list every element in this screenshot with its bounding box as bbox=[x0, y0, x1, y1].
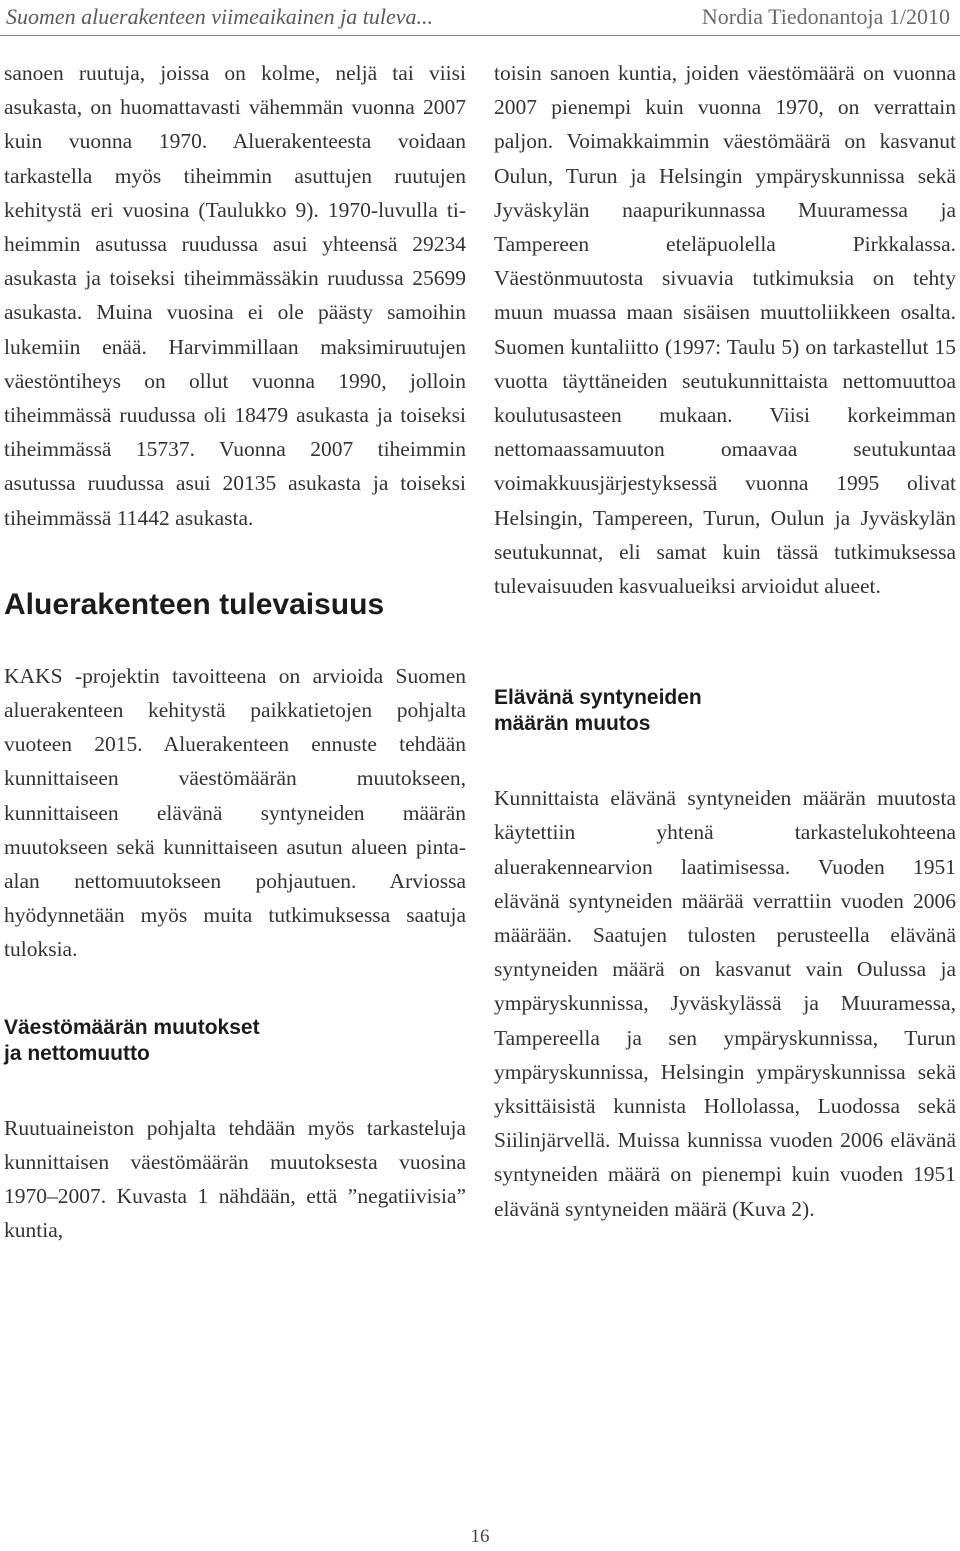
left-column bbox=[4, 56, 466, 1247]
running-header bbox=[0, 0, 960, 36]
paragraph-municipal-change: Ruutuaineiston pohjalta tehdään myös tarkasteluja kunnittaisen väestömäärän muutoksesta vuosina 1970–2007. Kuvasta 1 nähdään, että ”negatiivisia” kuntia, bbox=[4, 1115, 466, 1243]
right-column bbox=[494, 56, 956, 1226]
subheading-line-1: Elävänä syntyneiden bbox=[494, 686, 702, 710]
header-publication: Nordia Tiedonantoja 1/2010 bbox=[701, 4, 950, 29]
subheading-line-2: määrän muutos bbox=[494, 712, 651, 736]
paragraph-kaks-project: KAKS -projektin tavoitteena on arvioida Suomen aluerakenteen kehitystä paikkatietojen pohjalta vuoteen 2015. Aluerakenteen ennuste tehdään kunnittaiseen väestömäärän muutokseen, kunnittaiseen elävänä syntyneiden määrän muutokseen sekä kunnittaiseen asutun alueen pinta-alan nettomuutokseen pohjautuen. Arviossa hyödynnetään myös muita tutkimuksessa saatuja tuloksia. bbox=[4, 663, 466, 962]
paragraph-births-comparison: Kunnittaista elävänä syntyneiden määrän muutosta käytettiin yhtenä tarkastelukohteena aluerakennearvion laatimisessa. Vuoden 1951 elävänä syntyneiden määrää verrattiin vuoden 2006 määrään. Saatujen tulosten perusteella elävänä syntyneiden määrä on kasvanut vain Oulussa ja ympäryskunnissa, Jyväskylässä ja Muuramessa, Tampereella ja sen ympäryskunnissa, Turun ympäryskunnissa, Helsingin ympäryskunnissa sekä yksittäisistä kunnista Hollolassa, Luodossa sekä Siilinjärvellä. Muissa kunnissa vuoden 2006 elävänä syntyneiden määrä on pienempi kuin vuoden 1951 elävänä syntyneiden määrä (Kuva 2). bbox=[494, 786, 956, 1221]
section-heading-future: Aluerakenteen tulevaisuus bbox=[4, 587, 385, 621]
subheading-population-change bbox=[4, 1015, 466, 1067]
paragraph-negative-municipalities: toisin sanoen kuntia, joiden väestömäärä on vuonna 2007 pienempi kuin vuonna 1970, on verrattain paljon. Voimakkaimmin väestömäärä on kasvanut Oulun, Turun ja Helsingin ympäryskunnissa sekä Jyväskylän naapurikunnassa Muuramessa ja Tampereen eteläpuolella Pirkkalassa. Väestönmuutosta sivuavia tutkimuksia on tehty muun muassa maan sisäisen muuttoliikkeen osalta. Suomen kuntaliitto (1997: Taulu 5) on tarkastellut 15 vuotta täyttäneiden seutukunnittaista nettomuuttoa koulutusasteen mukaan. Viisi korkeimman nettomaassamuuton omaavaa seutukuntaa voimakkuusjärjestyksessä vuonna 1995 olivat Helsingin, Tampereen, Turun, Oulun ja Jyväskylän seutukunnat, eli samat kuin tässä tutkimuksessa tulevaisuuden kasvualueiksi arvioidut alueet. bbox=[494, 61, 956, 599]
paragraph-grid-densities: sanoen ruutuja, joissa on kolme, neljä tai viisi asukasta, on huomattavasti vähemmän vuonna 2007 kuin vuonna 1970. Aluerakenteesta voidaan tarkastella myös tiheimmin asuttujen ruutujen kehitystä eri vuosina (Taulukko 9). 1970-luvulla tiheimmin asutussa ruudussa asui yhteensä 29234 asukasta ja toiseksi tiheimmässäkin ruudussa 25699 asukasta. Muina vuosina ei ole päästy samoihin lukemiin enää. Harvimmillaan maksimiruutujen väestöntiheys on ollut vuonna 1990, jolloin tiheimmässä ruudussa oli 18479 asukasta ja toiseksi tiheimmässä 15737. Vuonna 2007 tiheimmin asutussa ruudussa asui 20135 asukasta ja toiseksi tiheimmässä 11442 asukasta. bbox=[4, 61, 466, 530]
header-title: Suomen aluerakenteen viimeaikainen ja tuleva... bbox=[6, 4, 434, 29]
page-number: 16 bbox=[470, 1526, 490, 1547]
subheading-line-1: Väestömäärän muutokset bbox=[4, 1015, 260, 1039]
subheading-line-2: ja nettomuutto bbox=[4, 1041, 150, 1065]
subheading-live-births bbox=[494, 685, 956, 737]
